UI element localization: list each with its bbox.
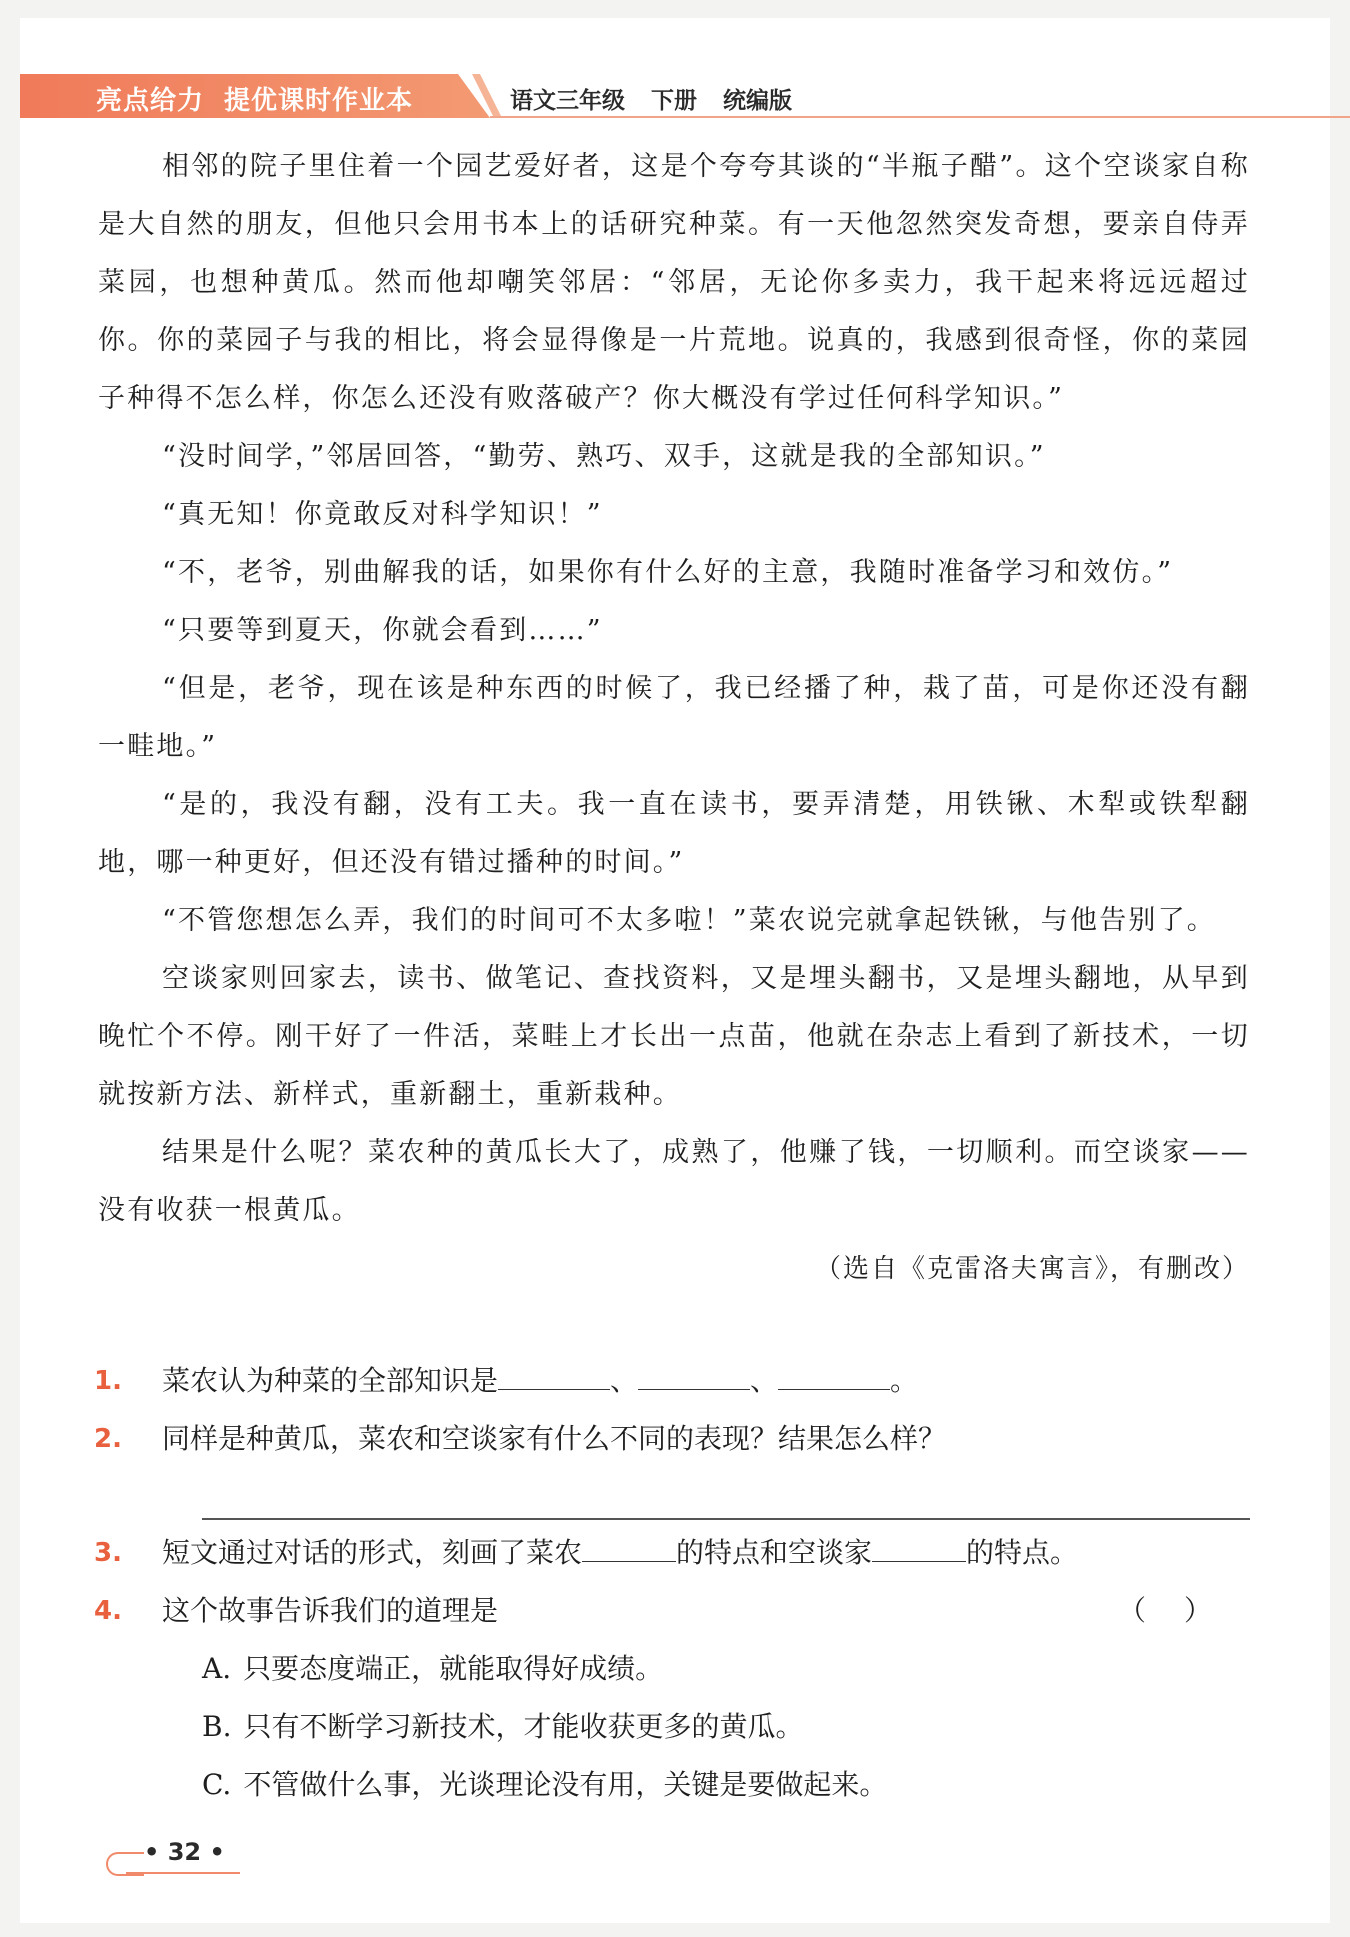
question-number: 2. — [94, 1424, 122, 1454]
question-number: 3. — [94, 1538, 122, 1568]
answer-blank[interactable] — [582, 1539, 676, 1562]
header-meta — [510, 82, 818, 115]
page-footer — [106, 1838, 246, 1878]
question-4 — [94, 1582, 1250, 1640]
option-label: B. — [202, 1710, 232, 1743]
option-text: 只要态度端正，就能取得好成绩。 — [243, 1652, 664, 1685]
page-number: • 32 • — [144, 1838, 225, 1866]
paragraph: “不管您想怎么弄，我们的时间可不太多啦！”菜农说完就拿起铁锹，与他告别了。 — [162, 905, 1217, 936]
separator: 、 — [750, 1364, 779, 1397]
paragraph: “不，老爷，别曲解我的话，如果你有什么好的主意，我随时准备学习和效仿。” — [162, 557, 1174, 588]
question-1 — [94, 1352, 1250, 1410]
option-c[interactable] — [98, 1756, 1250, 1814]
question-number: 4. — [94, 1596, 122, 1626]
paragraph: “但是，老爷，现在该是种东西的时候了，我已经播了种，栽了苗，可是你还没有翻一畦地。” — [98, 673, 1250, 762]
question-text: 的特点和空谈家 — [676, 1536, 873, 1569]
edition: 统编版 — [723, 88, 792, 114]
option-label: C. — [202, 1768, 232, 1801]
header-rule — [490, 116, 1350, 118]
question-text: 同样是种黄瓜，菜农和空谈家有什么不同的表现？结果怎么样？ — [162, 1422, 947, 1455]
page-header — [20, 74, 1330, 118]
paragraph: “没时间学，”邻居回答，“勤劳、熟巧、双手，这就是我的全部知识。” — [162, 441, 1046, 472]
question-text: 这个故事告诉我们的道理是 — [162, 1594, 499, 1627]
paragraph: “是的，我没有翻，没有工夫。我一直在读书，要弄清楚，用铁锹、木犁或铁犁翻地，哪一种更好，但还没有错过播种的时间。” — [98, 789, 1250, 878]
option-text: 只有不断学习新技术，才能收获更多的黄瓜。 — [243, 1710, 804, 1743]
volume: 下册 — [651, 88, 697, 114]
questions-section — [94, 1352, 1250, 1814]
answer-blank[interactable] — [778, 1367, 890, 1390]
paragraph: 空谈家则回家去，读书、做笔记、查找资料，又是埋头翻书，又是埋头翻地，从早到晚忙个不停。刚干好了一件活，菜畦上才长出一点苗，他就在杂志上看到了新技术，一切就按新方法、新样式，重新翻土，重新栽种。 — [98, 963, 1250, 1110]
brand-name: 亮点给力 — [96, 86, 205, 116]
source-citation: （选自《克雷洛夫寓言》，有删改） — [814, 1254, 1250, 1284]
question-2 — [94, 1410, 1250, 1468]
header-title — [96, 80, 413, 117]
answer-blank[interactable] — [872, 1539, 966, 1562]
option-label: A. — [202, 1652, 232, 1685]
separator: 。 — [890, 1364, 919, 1397]
answer-line[interactable] — [202, 1518, 1250, 1520]
option-a[interactable] — [98, 1640, 1250, 1698]
answer-parentheses[interactable]: （） — [1117, 1594, 1250, 1627]
series-name: 提优课时作业本 — [224, 86, 414, 116]
option-text: 不管做什么事，光谈理论没有用，关键是要做起来。 — [243, 1768, 888, 1801]
answer-blank[interactable] — [498, 1367, 610, 1390]
paragraph: “只要等到夏天，你就会看到……” — [162, 615, 603, 646]
reading-passage — [98, 138, 1250, 1298]
question-text: 的特点。 — [966, 1536, 1079, 1569]
question-text: 短文通过对话的形式，刻画了菜农 — [162, 1536, 583, 1569]
separator: 、 — [610, 1364, 639, 1397]
paragraph: 结果是什么呢？菜农种的黄瓜长大了，成熟了，他赚了钱，一切顺利。而空谈家——没有收获一根黄瓜。 — [98, 1137, 1250, 1226]
question-3 — [94, 1524, 1250, 1582]
question-text: 菜农认为种菜的全部知识是 — [162, 1364, 499, 1397]
question-number: 1. — [94, 1366, 122, 1396]
answer-blank[interactable] — [638, 1367, 750, 1390]
option-b[interactable] — [98, 1698, 1250, 1756]
footer-rule — [126, 1872, 240, 1874]
paragraph: “真无知！你竟敢反对科学知识！” — [162, 499, 603, 530]
paragraph: 相邻的院子里住着一个园艺爱好者，这是个夸夸其谈的“半瓶子醋”。这个空谈家自称是大自然的朋友，但他只会用书本上的话研究种菜。有一天他忽然突发奇想，要亲自侍弄菜园，也想种黄瓜。然而他却嘲笑邻居：“邻居，无论你多卖力，我干起来将远远超过你。你的菜园子与我的相比，将会显得像是一片荒地。说真的，我感到很奇怪，你的菜园子种得不怎么样，你怎么还没有败落破产？你大概没有学过任何科学知识。” — [98, 151, 1250, 414]
subject-grade: 语文三年级 — [510, 88, 625, 114]
